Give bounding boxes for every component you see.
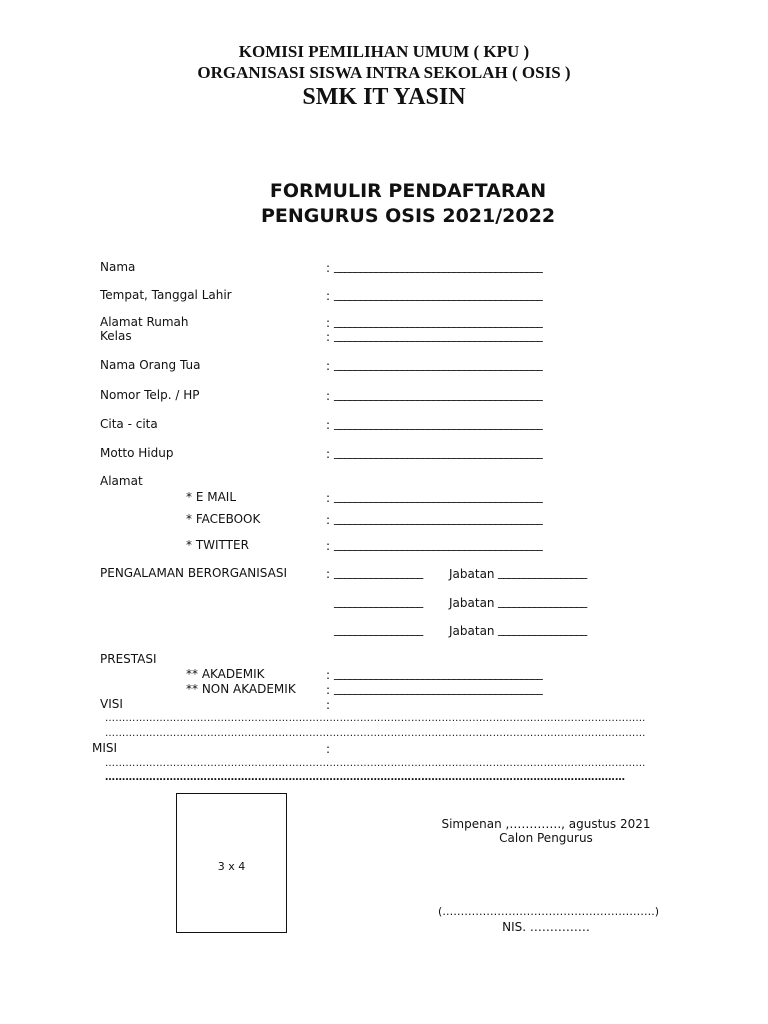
colon: : — [326, 742, 331, 756]
colon: : — [326, 513, 331, 527]
label-jabatan-1: Jabatan — [449, 567, 495, 581]
blank-jabatan-3: _________________ — [498, 622, 587, 636]
dots-misi-2: ……………………………………………………………………………………………………………………………………… — [105, 772, 626, 783]
label-motto: Motto Hidup — [100, 446, 174, 460]
label-kelas: Kelas — [100, 329, 132, 343]
colon: : — [326, 418, 331, 432]
colon: : — [326, 261, 331, 275]
label-email: * E MAIL — [186, 490, 236, 504]
colon: : — [326, 668, 331, 682]
blank-orang-tua: ________________________________________ — [334, 357, 543, 371]
dots-visi-1: …………………………………………………………………………………………………………………………………………… — [105, 713, 646, 724]
signature-nis: NIS. …………… — [502, 920, 590, 934]
label-non-akademik: ** NON AKADEMIK — [186, 682, 296, 696]
colon: : — [326, 491, 331, 505]
colon: : — [326, 359, 331, 373]
label-ttl: Tempat, Tanggal Lahir — [100, 288, 232, 302]
blank-facebook: ________________________________________ — [334, 511, 543, 525]
photo-box — [176, 793, 287, 933]
header-kpu: KOMISI PEMILIHAN UMUM ( KPU ) — [238, 42, 530, 61]
blank-motto: ________________________________________ — [334, 445, 543, 459]
colon: : — [326, 316, 331, 330]
label-telp: Nomor Telp. / HP — [100, 388, 200, 402]
blank-non-akademik: ________________________________________ — [334, 681, 543, 695]
blank-cita: ________________________________________ — [334, 416, 543, 430]
colon: : — [326, 389, 331, 403]
label-misi: MISI — [92, 741, 118, 755]
label-nama: Nama — [100, 260, 136, 274]
blank-telp: ________________________________________ — [334, 387, 543, 401]
blank-kelas: ________________________________________ — [334, 328, 543, 342]
blank-organisasi-1: _________________ — [334, 565, 423, 579]
label-cita: Cita - cita — [100, 417, 158, 431]
blank-email: ________________________________________ — [334, 489, 543, 503]
label-visi: VISI — [100, 697, 123, 711]
blank-twitter: ________________________________________ — [334, 537, 543, 551]
label-facebook: * FACEBOOK — [186, 512, 261, 526]
blank-nama: ________________________________________ — [334, 259, 543, 273]
blank-akademik: ________________________________________ — [334, 666, 543, 680]
label-twitter: * TWITTER — [186, 538, 249, 552]
dots-visi-2: …………………………………………………………………………………………………………………………………………… — [105, 728, 646, 739]
signature-role: Calon Pengurus — [499, 831, 593, 845]
label-alamat: Alamat — [100, 474, 143, 488]
blank-organisasi-2: _________________ — [334, 594, 423, 608]
colon: : — [326, 447, 331, 461]
blank-organisasi-3: _________________ — [334, 622, 423, 636]
signature-place-date: Simpenan ,…………., agustus 2021 — [441, 817, 651, 831]
label-pengalaman: PENGALAMAN BERORGANISASI — [100, 566, 287, 580]
colon: : — [326, 289, 331, 303]
blank-ttl: ________________________________________ — [334, 287, 543, 301]
colon: : — [326, 330, 331, 344]
blank-alamat-rumah: ________________________________________ — [334, 314, 543, 328]
dots-misi-1: …………………………………………………………………………………………………………………………………………… — [105, 758, 646, 769]
label-prestasi: PRESTASI — [100, 652, 157, 666]
blank-jabatan-1: _________________ — [498, 565, 587, 579]
photo-size-label: 3 x 4 — [217, 860, 246, 873]
header-school: SMK IT YASIN — [302, 84, 466, 110]
label-alamat-rumah: Alamat Rumah — [100, 315, 189, 329]
colon: : — [326, 698, 331, 712]
label-akademik: ** AKADEMIK — [186, 667, 265, 681]
signature-name-blank: (………………………………………………….) — [438, 905, 660, 918]
form-title-line2: PENGURUS OSIS 2021/2022 — [260, 205, 556, 227]
colon: : — [326, 567, 331, 581]
label-jabatan-3: Jabatan — [449, 624, 495, 638]
header-osis: ORGANISASI SISWA INTRA SEKOLAH ( OSIS ) — [197, 63, 571, 82]
colon: : — [326, 539, 331, 553]
colon: : — [326, 683, 331, 697]
form-title-line1: FORMULIR PENDAFTARAN — [269, 180, 547, 202]
blank-jabatan-2: _________________ — [498, 594, 587, 608]
label-jabatan-2: Jabatan — [449, 596, 495, 610]
label-orang-tua: Nama Orang Tua — [100, 358, 201, 372]
